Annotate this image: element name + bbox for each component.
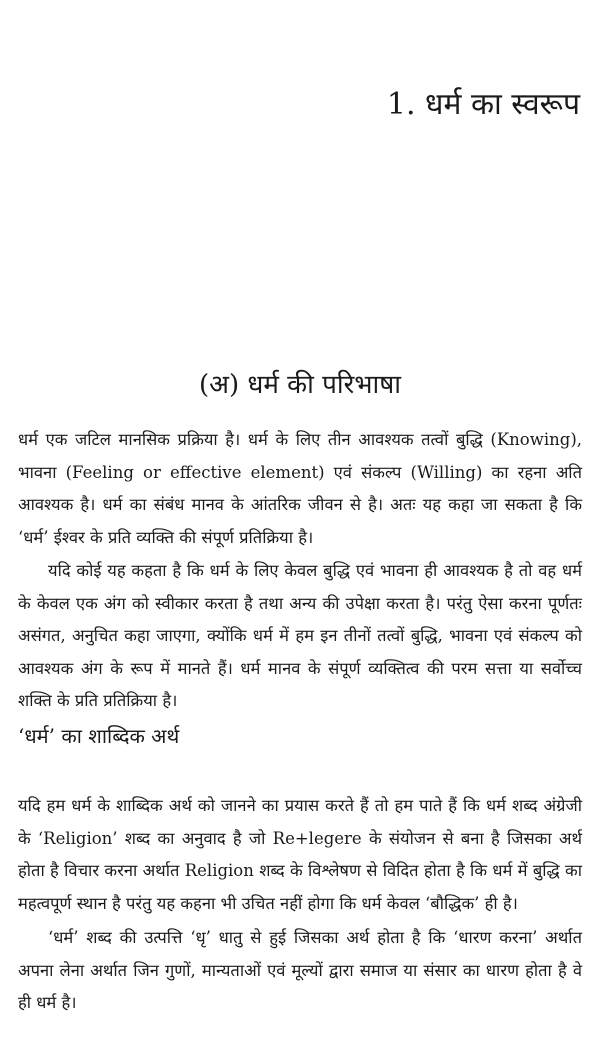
paragraph-religion-etymology: यदि हम धर्म के शाब्दिक अर्थ को जानने का प्रयास करते हैं तो हम पाते हैं कि धर्म शब्द अंग्रेजी के ‘Religion’ शब्द का अनुवाद है जो Re+legere के संयोजन से बना है जिसका अर्थ होता है विचार करना अर्थात Religion शब्द के विश्लेषण से विदित होता है कि धर्म में बुद्धि का महत्वपूर्ण स्थान है परंतु यह कहना भी उचित नहीं होगा कि धर्म केवल ‘बौद्धिक’ ही है। (18, 796, 582, 913)
section-title: (अ) धर्म की परिभाषा (198, 370, 402, 400)
subheading-literal-meaning: ‘धर्म’ का शाब्दिक अर्थ (18, 724, 180, 748)
paragraph-dharma-origin: ‘धर्म’ शब्द की उत्पत्ति ‘धृ’ धातु से हुई जिसका अर्थ होता है कि ‘धारण करना’ अर्थात अपना लेना अर्थात जिन गुणों, मान्यताओं एवं मूल्यों द्वारा समाज या संसार का धारण होता है वे ही धर्म है। (18, 928, 582, 1012)
paragraph-definition: धर्म एक जटिल मानसिक प्रक्रिया है। धर्म के लिए तीन आवश्यक तत्वों बुद्धि (Knowing), भावना (Feeling or effective element) एवं संकल्प (Willing) का रहना अति आवश्यक है। धर्म का संबंध मानव के आंतरिक जीवन से है। अतः यह कहा जा सकता है कि ‘धर्म’ ईश्वर के प्रति व्यक्ति की संपूर्ण प्रतिक्रिया है। (18, 430, 582, 547)
chapter-title: 1. धर्म का स्वरूप (386, 87, 580, 122)
paragraph-elements: यदि कोई यह कहता है कि धर्म के लिए केवल बुद्धि एवं भावना ही आवश्यक है तो वह धर्म के केवल एक अंग को स्वीकार करता है तथा अन्य की उपेक्षा करता है। परंतु ऐसा करना पूर्णतः असंगत, अनुचित कहा जाएगा, क्योंकि धर्म में हम इन तीनों तत्वों बुद्धि, भावना एवं संकल्प को आवश्यक अंग के रूप में मानते हैं। धर्म मानव के संपूर्ण व्यक्तित्व की परम सत्ता या सर्वोच्च शक्ति के प्रति प्रतिक्रिया है। (18, 561, 582, 710)
